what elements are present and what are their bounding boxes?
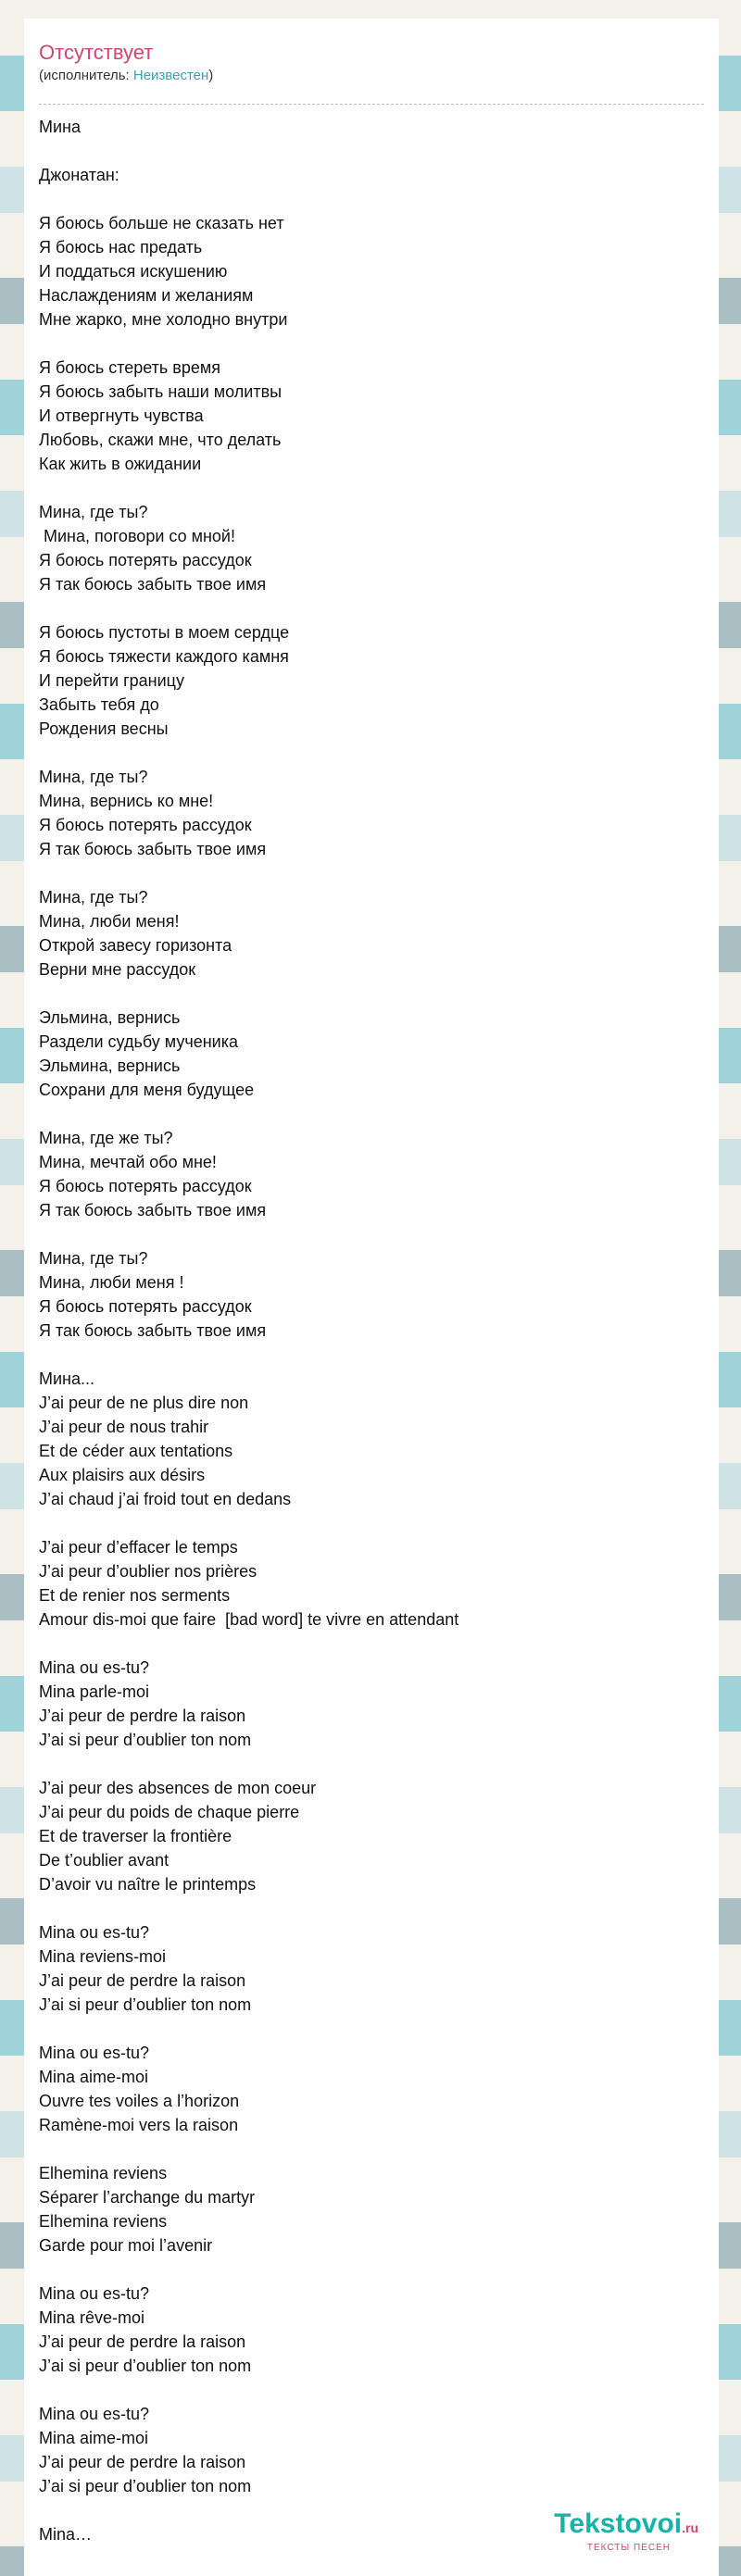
lyric-line: Я так боюсь забыть твое имя [39,1321,267,1340]
lyric-line: J’ai peur de ne plus dire non [39,1394,249,1412]
lyric-line: Мина [39,118,81,136]
lyric-line: Я так боюсь забыть твое имя [39,1201,267,1219]
lyric-line: Mina ou es-tu? [39,1923,150,1942]
lyric-line: Я боюсь больше не сказать нет [39,214,284,232]
lyric-line: Мина, вернись ко мне! [39,792,214,810]
lyric-line: Mina… [39,2525,93,2544]
artist-link[interactable]: Неизвестен [132,68,209,83]
song-title: Отсутствует [39,41,154,64]
lyric-line: Я боюсь потерять рассудок [39,1177,252,1195]
lyric-line: Рождения весны [39,719,169,738]
lyric-line: Мина... [39,1369,95,1388]
lyric-line: J’ai si peur d’oublier ton nom [39,1731,252,1749]
lyric-line: Et de céder aux tentations [39,1442,233,1460]
lyric-line: Ramène-moi vers la raison [39,2116,239,2134]
song-header [39,41,706,85]
lyric-line: J’ai peur d’effacer le temps [39,1538,238,1557]
lyric-line: Garde pour moi l’avenir [39,2236,213,2255]
lyrics-card [24,19,719,2576]
lyric-line: D’avoir vu naître le printemps [39,1875,257,1894]
lyric-blank-line [39,1343,706,1367]
lyric-line: Верни мне рассудок [39,960,196,979]
logo-wordmark [554,2509,698,2543]
lyrics-text [39,115,706,2546]
lyric-blank-line [39,139,706,163]
lyric-line: J’ai peur de perdre la raison [39,2453,246,2471]
lyric-blank-line [39,331,706,356]
lyric-line: Мина, поговори со мной! [39,527,235,545]
lyric-line: Я боюсь потерять рассудок [39,551,252,569]
lyric-blank-line [39,1102,706,1126]
lyric-blank-line [39,861,706,885]
lyric-line: Мина, где ты? [39,888,148,907]
lyric-line: Mina aime-moi [39,2068,149,2086]
lyric-line: Эльмина, вернись [39,1008,181,1027]
lyric-line: Эльмина, вернись [39,1057,181,1075]
lyric-line: Мина, где ты? [39,768,148,786]
lyric-line: Я так боюсь забыть твое имя [39,575,267,594]
lyric-line: Elhemina reviens [39,2212,168,2231]
lyric-line: Я боюсь нас предать [39,238,203,256]
lyric-line: J’ai peur de nous trahir [39,1418,209,1436]
lyric-blank-line [39,1511,706,1535]
lyric-line: И отвергнуть чувства [39,406,204,425]
lyric-line: De t’oublier avant [39,1851,170,1869]
lyric-line: Séparer l’archange du martyr [39,2188,256,2207]
lyric-line: Мина, где же ты? [39,1129,173,1147]
lyric-line: Mina ou es-tu? [39,2405,150,2423]
lyric-line: J’ai peur des absences de mon coeur [39,1779,317,1797]
lyric-blank-line [39,2378,706,2402]
lyric-line: Aux plaisirs aux désirs [39,1466,206,1484]
lyric-blank-line [39,1222,706,1246]
lyric-line: Как жить в ожидании [39,455,202,473]
lyric-line: И поддаться искушению [39,262,228,281]
lyric-line: Мне жарко, мне холодно внутри [39,310,288,329]
lyric-line: Я боюсь стереть время [39,358,221,377]
lyric-line: J’ai peur de perdre la raison [39,2332,246,2351]
lyric-blank-line [39,2257,706,2282]
lyric-line: Mina ou es-tu? [39,2044,150,2062]
lyric-line: Et de traverser la frontière [39,1827,232,1845]
lyric-blank-line [39,1752,706,1776]
lyric-line: J’ai si peur d’oublier ton nom [39,2477,252,2495]
lyric-line: Наслаждениям и желаниям [39,286,254,305]
lyric-blank-line [39,1632,706,1656]
lyric-line: Elhemina reviens [39,2164,168,2182]
lyric-line: Мина, люби меня ! [39,1273,184,1292]
lyric-blank-line [39,2017,706,2041]
lyric-line: Сохрани для меня будущее [39,1081,255,1099]
lyric-blank-line [39,476,706,500]
lyric-line: Раздели судьбу мученика [39,1032,238,1051]
lyric-line: J’ai peur d’oublier nos prières [39,1562,257,1581]
lyric-line: Amour dis-moi que faire [bad word] te vivre en attendant [39,1610,459,1629]
lyric-line: J’ai peur du poids de chaque pierre [39,1803,300,1821]
lyric-line: J’ai si peur d’oublier ton nom [39,1995,252,2014]
lyric-blank-line [39,982,706,1006]
lyric-line: Mina ou es-tu? [39,2284,150,2303]
lyric-line: Я боюсь потерять рассудок [39,816,252,834]
lyric-blank-line [39,596,706,620]
lyric-line: Mina rêve-moi [39,2308,145,2327]
logo-tld: .ru [682,2520,698,2535]
lyric-line: Мина, мечтай обо мне! [39,1153,217,1171]
lyric-line: Mina ou es-tu? [39,1658,150,1677]
lyric-line: Открой завесу горизонта [39,936,232,955]
lyric-line: J’ai si peur d’oublier ton nom [39,2357,252,2375]
lyric-line: Я боюсь забыть наши молитвы [39,382,283,401]
lyric-blank-line [39,187,706,211]
lyric-line: Любовь, скажи мне, что делать [39,431,282,449]
lyric-line: Я боюсь тяжести каждого камня [39,647,289,666]
lyric-line: Я так боюсь забыть твое имя [39,840,267,858]
lyric-line: Мина, где ты? [39,503,148,521]
artist-suffix: ) [208,68,214,83]
lyric-line: Я боюсь пустоты в моем сердце [39,623,290,642]
lyric-line: Mina reviens-moi [39,1947,167,1966]
lyric-line: Джонатан: [39,166,119,184]
lyric-line: Забыть тебя до [39,695,159,714]
artist-prefix: (исполнитель: [39,68,133,83]
lyric-line: Я боюсь потерять рассудок [39,1297,252,1316]
site-logo[interactable] [554,2509,698,2554]
lyric-line: J’ai peur de perdre la raison [39,1707,246,1725]
lyric-line: J’ai chaud j’ai froid tout en dedans [39,1490,292,1508]
lyric-blank-line [39,741,706,765]
lyric-line: J’ai peur de perdre la raison [39,1971,246,1990]
lyric-blank-line [39,2137,706,2161]
logo-name: Tekstovoi [554,2508,683,2539]
lyric-line: Мина, люби меня! [39,912,180,931]
header-divider [39,104,704,105]
lyric-blank-line [39,1896,706,1920]
logo-tagline: ТЕКСТЫ ПЕСЕН [586,2543,671,2553]
lyric-line: Et de renier nos serments [39,1586,231,1605]
lyric-line: Mina parle-moi [39,1682,150,1701]
lyric-line: Ouvre tes voiles a l’horizon [39,2092,240,2110]
lyric-line: Мина, где ты? [39,1249,148,1268]
song-subtitle [39,67,706,85]
lyric-line: И перейти границу [39,671,184,690]
lyric-line: Mina aime-moi [39,2429,149,2447]
